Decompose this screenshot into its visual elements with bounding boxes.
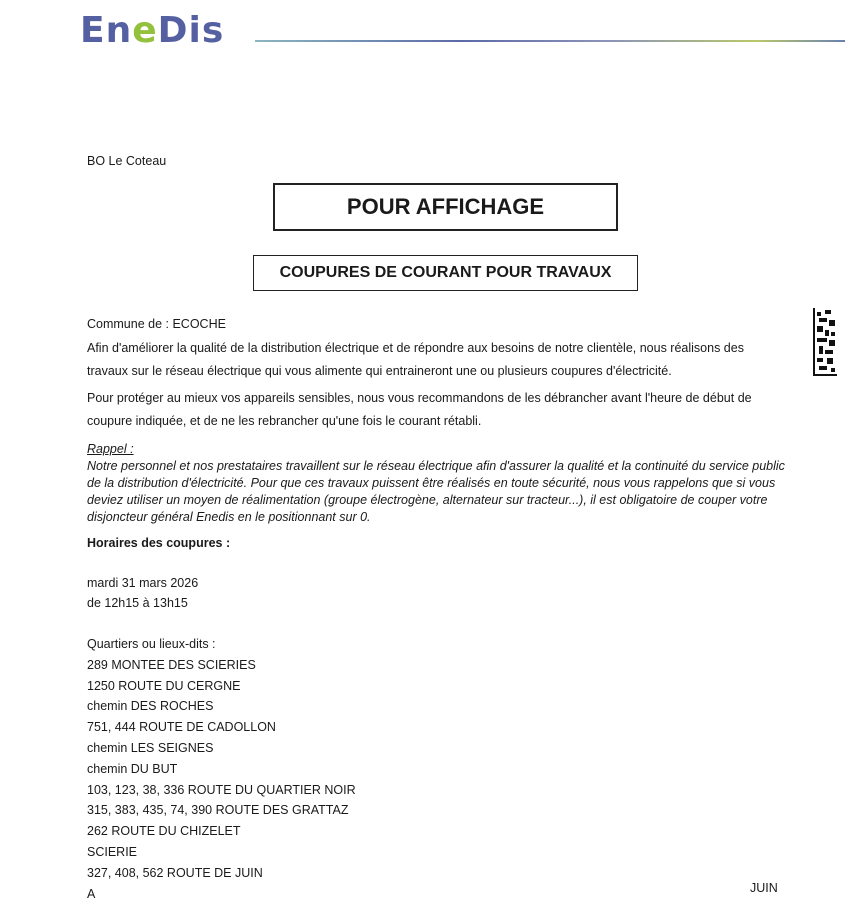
list-item: 289 MONTEE DES SCIERIES [87, 657, 256, 672]
locations-list [87, 634, 356, 904]
rappel-label: Rappel : [87, 442, 134, 456]
schedule-time: de 12h15 à 13h15 [87, 596, 188, 610]
rappel-note [87, 441, 787, 526]
locations-heading: Quartiers ou lieux-dits : [87, 637, 216, 651]
title-box: POUR AFFICHAGE [273, 183, 618, 231]
schedule-date: mardi 31 mars 2026 [87, 576, 199, 590]
list-item: chemin DES ROCHES [87, 699, 214, 714]
enedis-logo: EneDis [80, 10, 225, 51]
list-item: A [87, 886, 96, 901]
datamatrix-code [813, 308, 837, 376]
rappel-text: Notre personnel et nos prestataires travaillent sur le réseau électrique afin d'assurer la qualité et la continuité du service public de la distribution d'électricité. Pour que ces travaux puissent être réalisés en toute sécurité, nous vous rappelons que si vous deviez utiliser un moyen de réalimentation (groupe électrogène, alternateur sur tracteur...), il est obligatoire de couper votre disjoncteur général Enedis en le positionnant sur 0. [87, 459, 785, 524]
list-item: chemin LES SEIGNES [87, 740, 214, 755]
schedule-heading: Horaires des coupures : [87, 536, 231, 550]
list-item: chemin DU BUT [87, 761, 178, 776]
office-name: BO Le Coteau [87, 154, 167, 168]
overflow-text: JUIN [750, 881, 778, 895]
protection-paragraph: Pour protéger au mieux vos appareils sensibles, nous vous recommandons de les débrancher avant l'heure de début de coupure indiquée, et de ne les rebrancher qu'une fois le courant rétabli. [87, 391, 752, 428]
header-divider [255, 40, 845, 42]
list-item: SCIERIE [87, 844, 138, 859]
list-item: 751, 444 ROUTE DE CADOLLON [87, 720, 276, 735]
list-item: 315, 383, 435, 74, 390 ROUTE DES GRATTAZ [87, 803, 349, 818]
list-item: 262 ROUTE DU CHIZELET [87, 824, 241, 839]
commune-label: Commune de : ECOCHE [87, 317, 226, 331]
subtitle-box: COUPURES DE COURANT POUR TRAVAUX [253, 255, 638, 291]
list-item: 1250 ROUTE DU CERGNE [87, 678, 241, 693]
list-item: 327, 408, 562 ROUTE DE JUIN [87, 865, 263, 880]
intro-paragraph: Afin d'améliorer la qualité de la distribution électrique et de répondre aux besoins de notre clientèle, nous réalisons des travaux sur le réseau électrique qui vous alimente qui entraineront une ou plusieurs coupures d'électricité. [87, 341, 744, 378]
list-item: 103, 123, 38, 336 ROUTE DU QUARTIER NOIR [87, 782, 356, 797]
